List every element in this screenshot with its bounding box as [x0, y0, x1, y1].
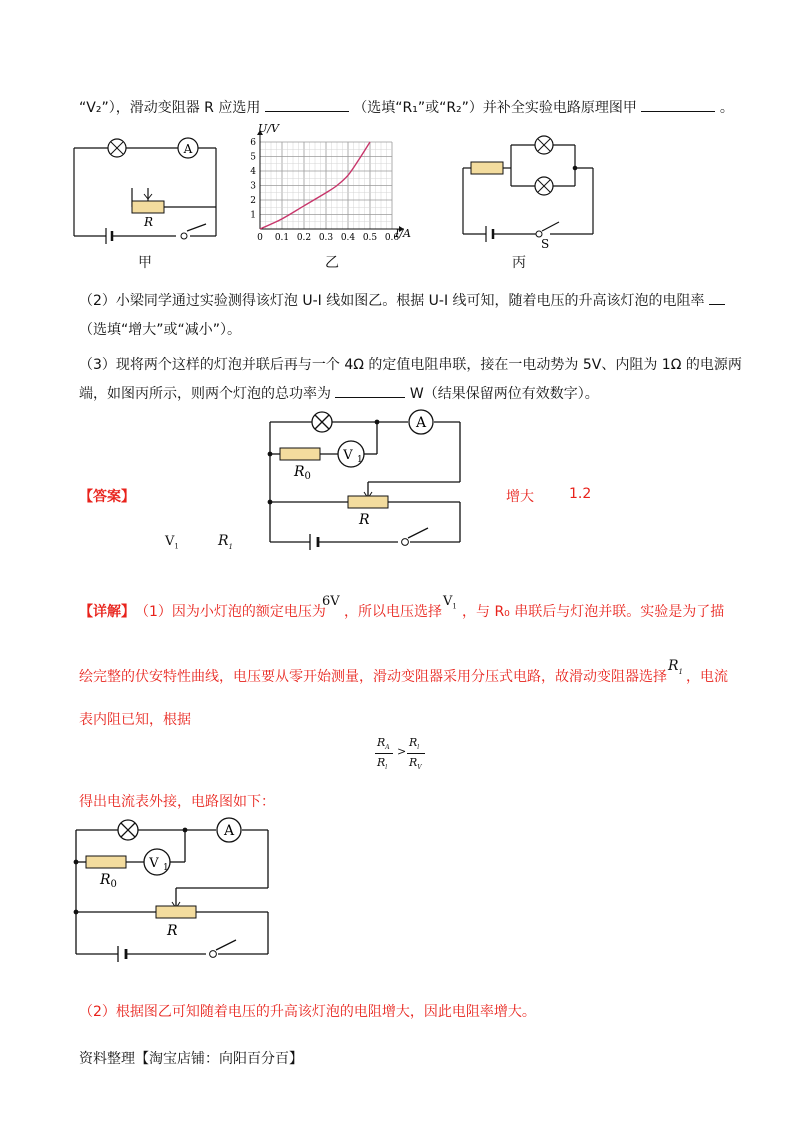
detail-l2b: ，电流: [686, 669, 728, 685]
answer-r-text: R: [218, 533, 229, 549]
detail-l1a: （1）因为小灯泡的额定电压为: [135, 604, 326, 620]
voltmeter-label: V: [343, 448, 353, 463]
detail-l2a: 绘完整的伏安特性曲线，电压要从零开始测量，滑动变阻器采用分压式电路，故滑动变阻器选择: [79, 669, 667, 685]
switch-icon: [402, 539, 409, 546]
answer-v-choice: [165, 534, 179, 551]
answer-r-sub: 1: [228, 542, 234, 551]
q2-line2: （选填“增大”或“减小”）。: [79, 322, 242, 338]
detail-r1-sub: 1: [678, 667, 684, 676]
resistor-r0-icon: [86, 856, 126, 868]
r0-label: $R_0$: [100, 872, 117, 890]
resistor-r0-icon: [280, 448, 320, 460]
answer-2: 1.2: [569, 486, 592, 502]
x-tick-label: 0.6: [384, 233, 400, 243]
slider-arrow-icon: [144, 188, 152, 199]
footer-note: 资料整理【淘宝店铺：向阳百分百】: [79, 1051, 303, 1067]
junction-dot: [375, 420, 380, 425]
q1-part2: （选填“R₁”或“R₂”）并补全实验电路原理图甲: [353, 100, 637, 116]
chart-axes: [257, 130, 404, 232]
q1-part1: “V₂”），滑动变阻器 R 应选用: [79, 100, 261, 116]
answer-v-sub: 1: [174, 542, 179, 551]
detail-v1-text: V: [443, 594, 453, 609]
ammeter-label: A: [415, 415, 427, 431]
answer-r-choice: [218, 533, 233, 551]
lamp-icon: [118, 820, 138, 840]
q2-line1: [79, 290, 725, 310]
ammeter-label: A: [183, 142, 193, 156]
voltmeter-label: V: [149, 856, 159, 871]
detail-l4: 得出电流表外接，电路图如下：: [79, 794, 275, 810]
detail-l1b: ，所以电压选择: [344, 604, 442, 620]
y-tick-label: 2: [250, 196, 256, 206]
chart-ticks: [250, 138, 399, 243]
junction-dot: [573, 166, 578, 171]
q2-blank: [709, 290, 725, 305]
junction-dot: [268, 500, 273, 505]
ammeter-icon: [409, 410, 433, 434]
detail-6v: 6V: [322, 594, 340, 609]
detail-label: 【详解】: [79, 604, 135, 620]
x-tick-label: 0.5: [362, 233, 378, 243]
frac-right-num-r: R: [409, 736, 418, 749]
chart-grid: [260, 142, 392, 229]
circuit-detail: [66, 814, 278, 966]
rheostat-icon: [156, 906, 196, 918]
lamp-icon: [312, 412, 332, 432]
chart-ylabel: U/V: [258, 122, 279, 135]
ui-chart: [244, 118, 416, 248]
detail-v1: [443, 594, 457, 611]
gt-sign: >: [397, 745, 407, 758]
frac-right-num-sub: l: [417, 744, 420, 752]
x-tick-label: 0.1: [274, 233, 290, 243]
fig-jia-label: 甲: [138, 255, 152, 271]
x-tick-label: 0.3: [318, 233, 334, 243]
y-tick-label: 1: [250, 210, 256, 221]
q3-end: W（结果保留两位有效数字）。: [409, 386, 599, 402]
q3-text: 端，如图丙所示，则两个灯泡的总功率为: [79, 386, 331, 402]
y-tick-label: 5: [250, 152, 256, 163]
circuit-jia: [66, 128, 236, 248]
q1-line: [79, 97, 734, 117]
voltmeter-icon: [338, 441, 364, 467]
voltmeter-sub: 1: [357, 455, 363, 465]
detail-l1c: ，与 R₀ 串联后与灯泡并联。实验是为了描: [462, 604, 725, 620]
lamp-icon: [535, 136, 553, 154]
rheostat-label: R: [359, 512, 370, 528]
ammeter-icon: [178, 138, 198, 158]
rheostat-icon: [132, 201, 164, 213]
frac-right-den-r: R: [409, 756, 418, 769]
circuit-answer: [260, 406, 470, 556]
rheostat-label: R: [144, 215, 154, 229]
frac-right-bar: [407, 753, 425, 754]
ammeter-label: A: [223, 823, 235, 839]
junction-dot: [183, 828, 188, 833]
frac-right-den-sub: V: [417, 764, 422, 772]
junction-dot: [268, 452, 273, 457]
q1-blank-1: [265, 97, 349, 112]
x-tick-label: 0: [257, 233, 263, 243]
lamp-icon: [535, 177, 553, 195]
detail-r1-text: R: [668, 658, 679, 674]
fig-yi-label: 乙: [325, 255, 339, 271]
answer-label: 【答案】: [79, 489, 135, 505]
y-tick-label: 3: [250, 181, 256, 192]
frac-right-den: [409, 756, 422, 771]
q3-line1: （3）现将两个这样的灯泡并联后再与一个 4Ω 的定值电阻串联，接在一电动势为 5V、内阻为 1Ω 的电源两: [79, 357, 742, 373]
q1-blank-2: [641, 97, 715, 112]
q3-line2: [79, 383, 599, 403]
rheostat-label: R: [167, 923, 178, 939]
ammeter-icon: [217, 818, 241, 842]
x-tick-label: 0.4: [340, 233, 356, 243]
detail-v1-sub: 1: [452, 602, 457, 611]
q3-blank: [335, 383, 405, 398]
frac-left-den-r: R: [377, 756, 386, 769]
lamp-icon: [108, 139, 126, 157]
fig-bing-label: 丙: [512, 255, 526, 271]
frac-left-num-sub: A: [385, 744, 390, 752]
resistance-formula: [375, 734, 447, 778]
answer-v-text: V: [165, 534, 175, 549]
q1-end: 。: [719, 100, 734, 116]
voltmeter-icon: [144, 849, 170, 875]
frac-left-den: [377, 756, 387, 771]
voltmeter-sub: 1: [163, 863, 169, 873]
switch-icon: [210, 951, 217, 958]
answer-1: 增大: [506, 489, 534, 505]
junction-dot: [74, 910, 79, 915]
switch-label: S: [541, 237, 550, 251]
detail-l3: 表内阻已知，根据: [79, 712, 191, 728]
junction-dot: [74, 860, 79, 865]
frac-left-num-r: R: [377, 736, 386, 749]
detail-r1: [668, 658, 683, 676]
chart-xlabel: I/A: [395, 227, 411, 240]
r0-label: $R_0$: [294, 464, 311, 482]
rheostat-icon: [348, 496, 388, 508]
frac-left-bar: [375, 753, 393, 754]
frac-left-den-sub: l: [385, 764, 388, 772]
x-tick-label: 0.2: [296, 233, 312, 243]
circuit-bing: [453, 128, 603, 253]
axis-arrow-icon: [257, 130, 404, 232]
y-tick-label: 4: [250, 167, 256, 177]
q2-text: （2）小梁同学通过实验测得该灯泡 U-I 线如图乙。根据 U-I 线可知，随着电压的升高该灯泡的电阻率: [79, 293, 705, 309]
detail-l5: （2）根据图乙可知随着电压的升高该灯泡的电阻增大，因此电阻率增大。: [79, 1004, 536, 1020]
frac-left-num: [377, 736, 390, 751]
y-tick-label: 6: [250, 138, 256, 148]
switch-icon: [181, 233, 187, 239]
frac-right-num: [409, 736, 419, 751]
resistor-icon: [471, 162, 503, 174]
